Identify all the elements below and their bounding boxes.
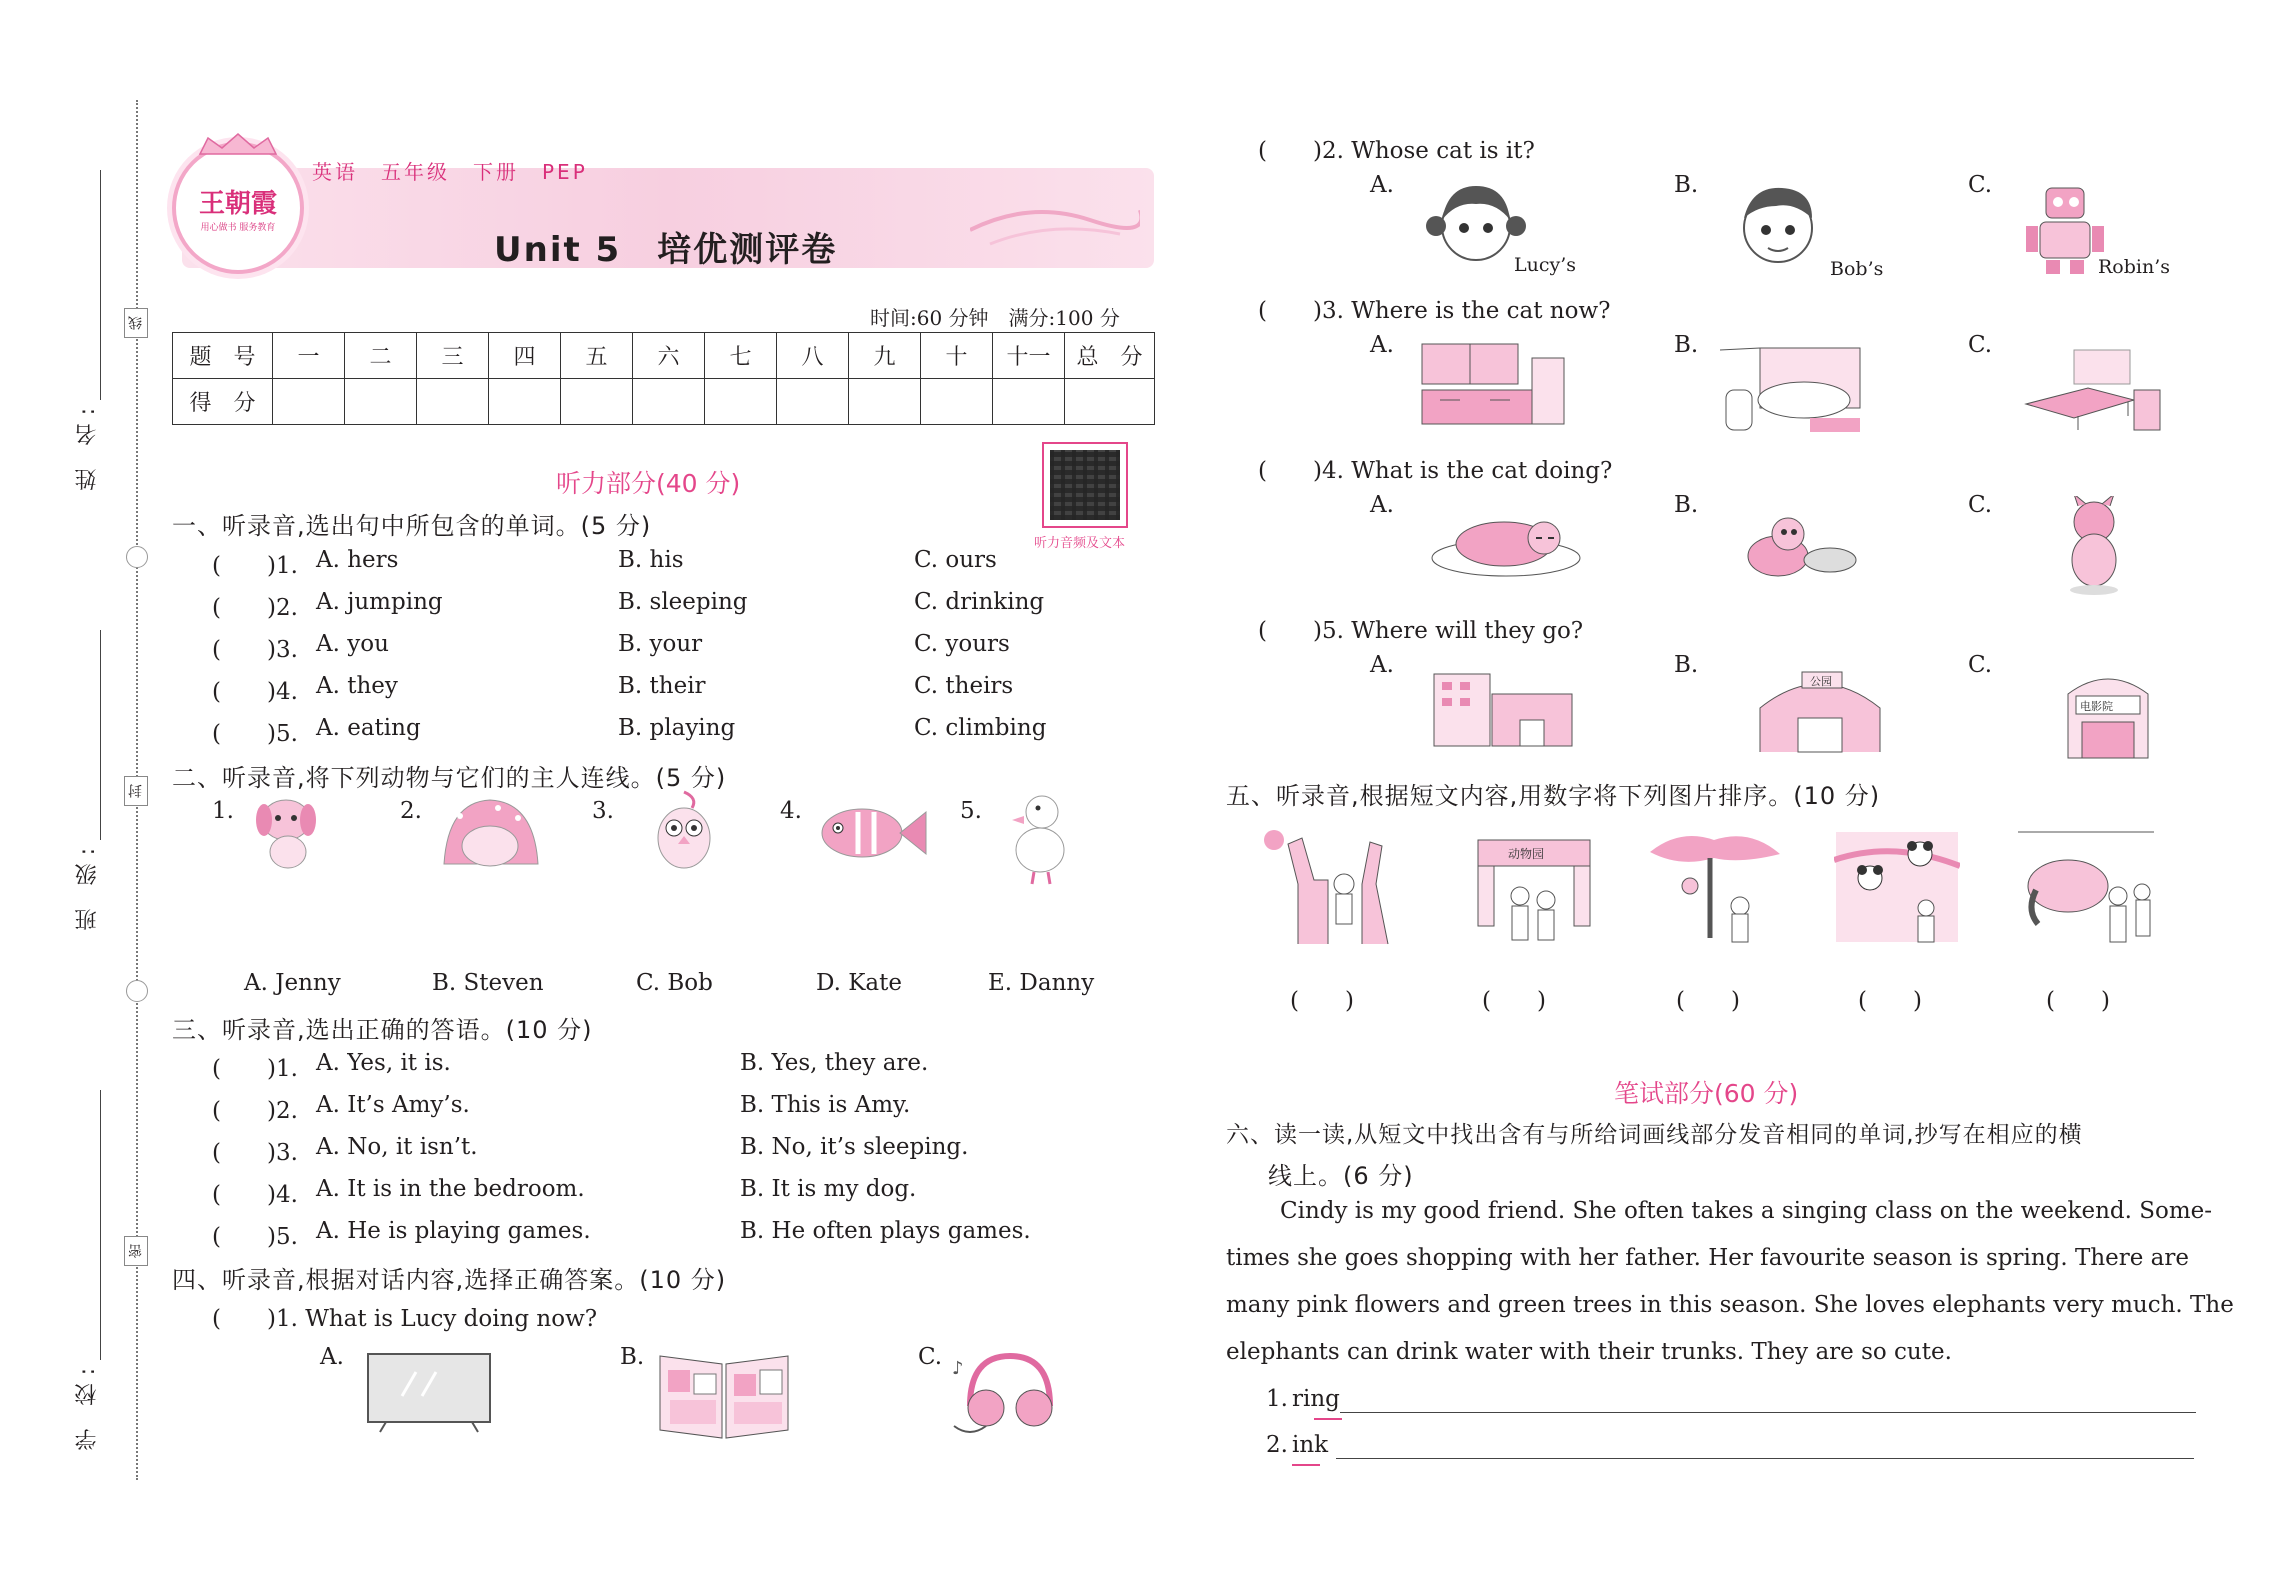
- score-input-cell[interactable]: [849, 379, 921, 425]
- passage-line: many pink flowers and green trees in this season. She loves elephants very much. The: [1226, 1292, 2234, 1318]
- table-cell: 九: [849, 333, 921, 379]
- option-b: B. No, it’s sleeping.: [740, 1134, 969, 1160]
- option-b-label: B.: [1674, 172, 1699, 198]
- question-number[interactable]: ( )3.: [212, 637, 298, 663]
- time-info: 时间:60 分钟 满分:100 分: [870, 306, 1120, 330]
- section-1-title: 一、听录音,选出句中所包含的单词。(5 分): [172, 512, 652, 540]
- option-a: A. No, it isn’t.: [316, 1134, 478, 1160]
- option-b: B. playing: [618, 715, 736, 741]
- option-a: A. He is playing games.: [316, 1218, 591, 1244]
- table-cell: 八: [777, 333, 849, 379]
- option-a: A. It’s Amy’s.: [316, 1092, 470, 1118]
- svg-text:♪: ♪: [952, 1358, 964, 1379]
- question-number[interactable]: ( )5.: [212, 1224, 298, 1250]
- option-c-label: C.: [1968, 172, 1993, 198]
- cinema-sign: 电影院: [2080, 700, 2113, 713]
- option-b-label: B.: [620, 1344, 645, 1370]
- park-sign: 公园: [1810, 675, 1832, 688]
- crown-icon: [196, 132, 280, 156]
- target-word: [1292, 1432, 1328, 1458]
- answer-line[interactable]: [1336, 1458, 2194, 1459]
- question-text[interactable]: ( )2. Whose cat is it?: [1258, 138, 1535, 164]
- option-b: B. Yes, they are.: [740, 1050, 929, 1076]
- table-cell: 十: [921, 333, 993, 379]
- picture-caption: Robin’s: [2098, 256, 2171, 278]
- score-input-cell[interactable]: [345, 379, 417, 425]
- score-table-header-row: [173, 333, 1155, 379]
- page-title: Unit 5 培优测评卷: [494, 230, 838, 270]
- hospital-building-icon: [1430, 664, 1576, 756]
- picture-number: 5.: [960, 798, 982, 824]
- score-input-cell[interactable]: [921, 379, 993, 425]
- qr-code-icon[interactable]: [1042, 442, 1128, 528]
- passage-line: Cindy is my good friend. She often takes a singing class on the weekend. Some-: [1280, 1198, 2213, 1224]
- score-input-cell[interactable]: [561, 379, 633, 425]
- question-text[interactable]: ( )3. Where is the cat now?: [1258, 298, 1611, 324]
- fish-icon: [812, 800, 928, 866]
- option-a-label: A.: [320, 1344, 344, 1370]
- option-a-label: A.: [1370, 332, 1394, 358]
- question-number[interactable]: ( )5.: [212, 721, 298, 747]
- section-3-title: 三、听录音,选出正确的答语。(10 分): [172, 1016, 593, 1044]
- table-cell: 得 分: [173, 379, 273, 425]
- target-word-text: ring: [1292, 1386, 1340, 1412]
- swirl-decoration-icon: [970, 200, 1140, 250]
- target-word: [1292, 1386, 1340, 1412]
- question-number[interactable]: ( )1.: [212, 553, 298, 579]
- score-input-cell[interactable]: [1065, 379, 1155, 425]
- elephant-scene-icon: [2018, 830, 2154, 946]
- option-a-label: A.: [1370, 492, 1394, 518]
- class-line[interactable]: [100, 630, 101, 840]
- comic-book-icon: [658, 1348, 790, 1440]
- picture-caption: Bob’s: [1830, 258, 1884, 280]
- duck-icon: [1006, 786, 1074, 886]
- order-blank[interactable]: ( ): [2046, 988, 2110, 1014]
- option-a: A. jumping: [316, 589, 443, 615]
- score-input-cell[interactable]: [417, 379, 489, 425]
- question-number[interactable]: ( )4.: [212, 1182, 298, 1208]
- kitchen-icon: [1420, 340, 1566, 426]
- option-c-label: C.: [1968, 332, 1993, 358]
- section-2-title: 二、听录音,将下列动物与它们的主人连线。(5 分): [172, 764, 727, 792]
- option-b-label: B.: [1674, 652, 1699, 678]
- table-cell: 四: [489, 333, 561, 379]
- sleeping-cat-icon: [1428, 508, 1586, 578]
- underline-mark: [1292, 1464, 1320, 1466]
- option-c-label: C.: [1968, 652, 1993, 678]
- option-a: A. hers: [316, 547, 399, 573]
- section-5-title: 五、听录音,根据短文内容,用数字将下列图片排序。(10 分): [1226, 782, 1881, 810]
- score-input-cell[interactable]: [273, 379, 345, 425]
- underline-mark: [1314, 1418, 1342, 1420]
- option-a: A. eating: [316, 715, 421, 741]
- owner-name: D. Kate: [816, 970, 902, 996]
- owner-name: A. Jenny: [244, 970, 341, 996]
- girl-lucy-icon: [1426, 174, 1526, 270]
- headphones-icon: [950, 1346, 1058, 1438]
- bathroom-icon: [1720, 340, 1868, 436]
- boy-bob-icon: [1728, 176, 1826, 270]
- picture-number: 3.: [592, 798, 614, 824]
- name-label: 姓 名:: [75, 400, 100, 491]
- table-cell: 一: [273, 333, 345, 379]
- park-gate-icon: [1740, 664, 1900, 758]
- answer-line[interactable]: [1340, 1412, 2196, 1413]
- option-b: B. It is my dog.: [740, 1176, 917, 1202]
- score-input-cell[interactable]: [633, 379, 705, 425]
- picture-number: 4.: [780, 798, 802, 824]
- order-blank[interactable]: ( ): [1482, 988, 1546, 1014]
- question-text[interactable]: ( )4. What is the cat doing?: [1258, 458, 1613, 484]
- option-b: B. your: [618, 631, 703, 657]
- binding-hole-icon: [126, 980, 148, 1002]
- option-c-label: C.: [918, 1344, 943, 1370]
- section-6-title-cont: 线上。(6 分): [1268, 1162, 1414, 1190]
- binding-hole-icon: [126, 546, 148, 568]
- option-b: B. their: [618, 673, 706, 699]
- name-line[interactable]: [100, 170, 101, 400]
- option-c-label: C.: [1968, 492, 1993, 518]
- giraffes-scene-icon: [1258, 824, 1412, 946]
- question-number[interactable]: ( )3.: [212, 1140, 298, 1166]
- option-a: A. you: [316, 631, 389, 657]
- option-a-label: A.: [1370, 652, 1394, 678]
- score-input-cell[interactable]: [993, 379, 1065, 425]
- option-b: B. This is Amy.: [740, 1092, 911, 1118]
- cat-under-blanket-icon: [438, 794, 542, 870]
- order-blank[interactable]: ( ): [1858, 988, 1922, 1014]
- qr-caption: 听力音频及文本: [1034, 536, 1126, 551]
- table-cell: 六: [633, 333, 705, 379]
- question-number[interactable]: ( )4.: [212, 679, 298, 705]
- bedroom-icon: [2024, 344, 2164, 436]
- picture-caption: Lucy’s: [1514, 254, 1577, 276]
- table-cell: 题 号: [173, 333, 273, 379]
- zoo-sign: 动物园: [1508, 847, 1545, 861]
- option-a: A. they: [316, 673, 398, 699]
- option-c: C. drinking: [914, 589, 1045, 615]
- score-input-cell[interactable]: [489, 379, 561, 425]
- option-b: B. He often plays games.: [740, 1218, 1031, 1244]
- option-b: B. sleeping: [618, 589, 748, 615]
- owner-name: E. Danny: [988, 970, 1095, 996]
- option-b: B. his: [618, 547, 684, 573]
- table-cell: 二: [345, 333, 417, 379]
- listening-section-header: 听力部分(40 分): [556, 469, 741, 498]
- option-c: C. theirs: [914, 673, 1014, 699]
- score-input-cell[interactable]: [705, 379, 777, 425]
- school-line[interactable]: [100, 1090, 101, 1360]
- question-number[interactable]: ( )2.: [212, 595, 298, 621]
- sitting-cat-icon: [2058, 496, 2130, 596]
- writing-section-header: 笔试部分(60 分): [1614, 1079, 1799, 1108]
- score-table: [172, 332, 1155, 425]
- seal-mark-feng: 封: [124, 776, 148, 806]
- table-cell: 总 分: [1065, 333, 1155, 379]
- monkey-tree-scene-icon: [1650, 828, 1780, 946]
- option-b-label: B.: [1674, 492, 1699, 518]
- answer-number: 1.: [1266, 1386, 1288, 1412]
- score-table-score-row: [173, 379, 1155, 425]
- question-text[interactable]: ( )5. Where will they go?: [1258, 618, 1584, 644]
- tv-icon: [366, 1352, 492, 1434]
- target-word-text: ink: [1292, 1432, 1329, 1458]
- option-b-label: B.: [1674, 332, 1699, 358]
- zoo-gate-scene-icon: [1468, 826, 1600, 946]
- bird-icon: [644, 790, 730, 882]
- order-blank[interactable]: ( ): [1676, 988, 1740, 1014]
- question-text[interactable]: ( )1. What is Lucy doing now?: [212, 1306, 598, 1332]
- table-cell: 七: [705, 333, 777, 379]
- option-c: C. yours: [914, 631, 1010, 657]
- picture-number: 1.: [212, 798, 234, 824]
- panda-scene-icon: [1834, 830, 1960, 944]
- school-label: 学 校:: [75, 1360, 100, 1451]
- order-blank[interactable]: ( ): [1290, 988, 1354, 1014]
- option-a: A. It is in the bedroom.: [316, 1176, 585, 1202]
- question-number[interactable]: ( )1.: [212, 1056, 298, 1082]
- owner-name: B. Steven: [432, 970, 544, 996]
- publisher-logo: 王朝霞 用心做书 服务教育: [172, 142, 304, 274]
- section-4-title: 四、听录音,根据对话内容,选择正确答案。(10 分): [172, 1266, 727, 1294]
- passage-line: times she goes shopping with her father. Her favourite season is spring. There are: [1226, 1245, 2189, 1271]
- drinking-cat-icon: [1742, 512, 1860, 582]
- option-c: C. ours: [914, 547, 997, 573]
- table-cell: 三: [417, 333, 489, 379]
- picture-number: 2.: [400, 798, 422, 824]
- option-a-label: A.: [1370, 172, 1394, 198]
- owner-name: C. Bob: [636, 970, 713, 996]
- section-6-title: 六、读一读,从短文中找出含有与所给词画线部分发音相同的单词,抄写在相应的横: [1226, 1122, 2083, 1148]
- seal-mark-xian: 线: [124, 308, 148, 338]
- table-cell: 五: [561, 333, 633, 379]
- option-c: C. climbing: [914, 715, 1047, 741]
- table-cell: 十一: [993, 333, 1065, 379]
- dog-icon: [248, 790, 324, 874]
- subject-line: 英语 五年级 下册 PEP: [312, 160, 588, 184]
- seal-mark-mi: 密: [124, 1236, 148, 1266]
- cinema-building-icon: [2062, 664, 2154, 760]
- class-label: 班 级:: [75, 840, 100, 931]
- answer-number: 2.: [1266, 1432, 1288, 1458]
- question-number[interactable]: ( )2.: [212, 1098, 298, 1124]
- passage-line: elephants can drink water with their trunks. They are so cute.: [1226, 1339, 1952, 1365]
- option-a: A. Yes, it is.: [316, 1050, 451, 1076]
- score-input-cell[interactable]: [777, 379, 849, 425]
